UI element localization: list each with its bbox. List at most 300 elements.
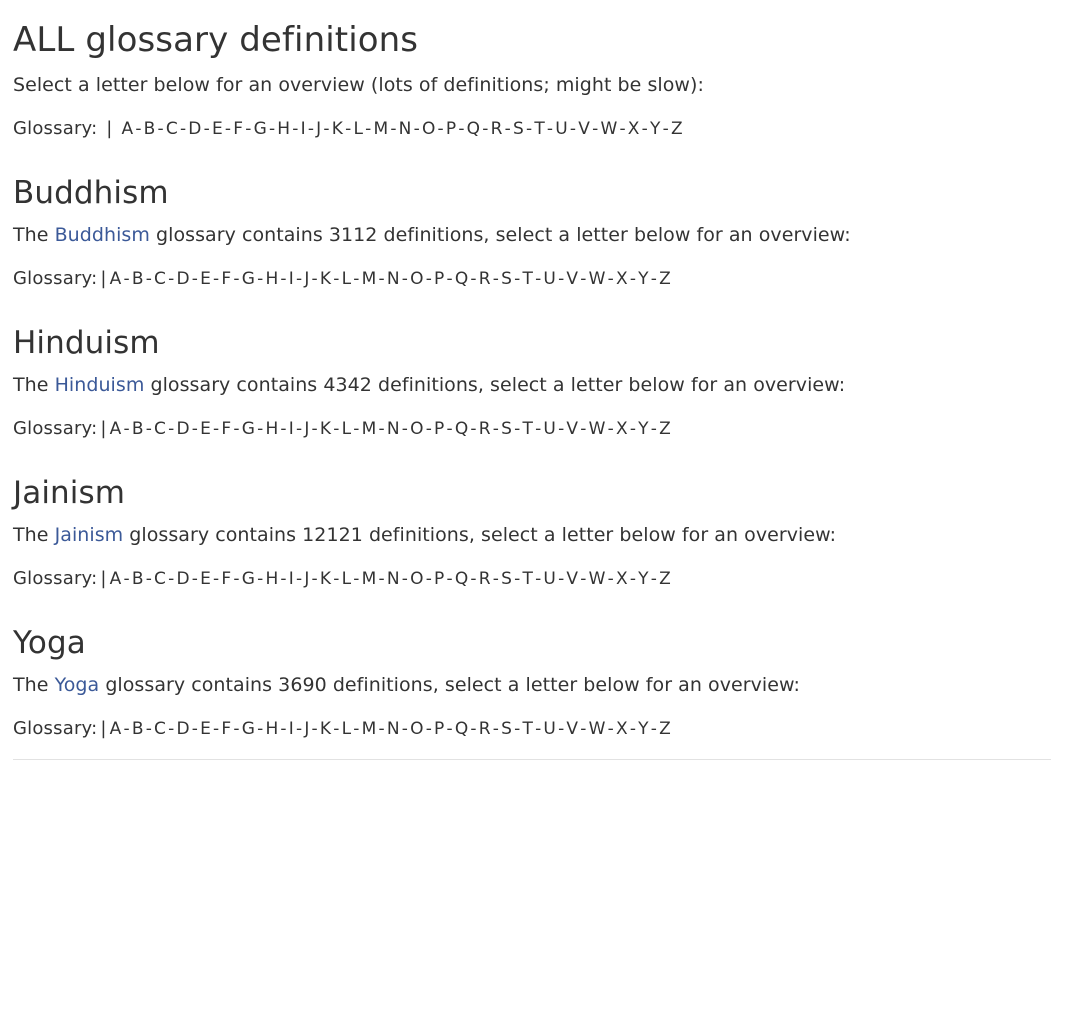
letter-dash: - <box>295 719 303 739</box>
section-description-suffix: glossary contains 3690 definitions, select a letter below for an overview: <box>105 674 800 696</box>
glossary-letter-link[interactable]: D <box>176 419 190 439</box>
glossary-letter-link[interactable]: G <box>241 269 256 289</box>
glossary-letter-link[interactable]: D <box>188 119 202 139</box>
glossary-letter-link[interactable]: R <box>478 719 491 739</box>
letter-dash: - <box>425 719 433 739</box>
glossary-letter-link[interactable]: F <box>221 269 232 289</box>
letter-dash: - <box>535 569 542 589</box>
glossary-letter-link[interactable]: D <box>176 269 190 289</box>
letter-dash: - <box>558 419 565 439</box>
glossary-letter-link[interactable]: F <box>221 719 232 739</box>
glossary-letter-link[interactable]: T <box>534 119 545 139</box>
glossary-letters[interactable] <box>110 269 671 289</box>
letter-dash: - <box>629 719 637 739</box>
letter-dash: - <box>333 719 340 739</box>
glossary-letter-link[interactable]: J <box>316 119 322 139</box>
glossary-letter-link[interactable]: L <box>341 419 352 439</box>
glossary-letter-link[interactable]: Z <box>670 119 683 139</box>
glossary-label: Glossary: <box>13 418 98 439</box>
glossary-letter-link[interactable]: Y <box>638 569 649 589</box>
glossary-letter-link[interactable]: K <box>319 719 332 739</box>
letter-dash: - <box>311 719 318 739</box>
letter-dash: - <box>257 419 264 439</box>
letter-dash: - <box>629 269 637 289</box>
letter-dash: - <box>213 419 220 439</box>
glossary-section <box>13 325 1051 439</box>
glossary-letter-link[interactable]: W <box>600 119 618 139</box>
glossary-letter-link[interactable]: A <box>109 419 122 439</box>
letter-dash: - <box>650 269 658 289</box>
glossary-letter-link[interactable]: Y <box>638 419 649 439</box>
glossary-letter-link[interactable]: P <box>434 719 445 739</box>
glossary-letter-link[interactable]: W <box>588 719 606 739</box>
letter-dash: - <box>145 569 153 589</box>
letter-dash: - <box>353 719 360 739</box>
glossary-label: Glossary: <box>13 568 98 589</box>
letter-dash: - <box>191 269 199 289</box>
letter-dash: - <box>378 269 385 289</box>
glossary-label: Glossary: <box>13 118 98 139</box>
glossary-letter-link[interactable]: E <box>200 569 212 589</box>
glossary-letter-link[interactable]: N <box>386 269 400 289</box>
letter-dash: - <box>168 719 175 739</box>
letter-dash: - <box>292 119 299 139</box>
section-description <box>13 374 1051 396</box>
letter-dash: - <box>280 569 287 589</box>
glossary-letter-link[interactable]: H <box>265 569 279 589</box>
section-description-prefix: The <box>13 524 49 546</box>
letter-dash: - <box>307 119 315 139</box>
letter-dash: - <box>157 119 164 139</box>
letter-dash: - <box>592 119 599 139</box>
letter-dash: - <box>514 269 521 289</box>
glossary-letter-link[interactable]: Q <box>454 419 469 439</box>
glossary-letter-link[interactable]: F <box>233 119 244 139</box>
glossary-letter-link[interactable]: V <box>566 719 579 739</box>
letter-dash: - <box>446 719 453 739</box>
letter-dash: - <box>413 119 420 139</box>
letter-dash: - <box>446 419 453 439</box>
letter-dash: - <box>650 719 658 739</box>
letter-dash: - <box>580 569 587 589</box>
letter-dash: - <box>245 119 252 139</box>
letter-dash: - <box>535 269 542 289</box>
letter-dash: - <box>333 569 340 589</box>
glossary-letter-link[interactable]: K <box>319 569 332 589</box>
glossary-letter-link[interactable]: A <box>109 569 122 589</box>
glossary-letter-link[interactable]: O <box>410 569 424 589</box>
letter-dash: - <box>401 269 409 289</box>
glossary-letter-link[interactable]: A <box>109 719 122 739</box>
glossary-letter-link[interactable]: F <box>221 569 232 589</box>
letter-dash: - <box>145 419 153 439</box>
glossary-section <box>13 625 1051 739</box>
letter-dash: - <box>470 269 477 289</box>
letter-dash: - <box>295 419 303 439</box>
section-description-prefix: The <box>13 374 49 396</box>
glossary-letter-link[interactable]: R <box>478 269 491 289</box>
letter-dash: - <box>607 719 614 739</box>
letter-dash: - <box>168 419 175 439</box>
letter-dash: - <box>607 419 614 439</box>
glossary-letter-link[interactable]: V <box>566 569 579 589</box>
glossary-letter-link[interactable]: D <box>176 719 190 739</box>
glossary-letter-link[interactable]: J <box>304 569 310 589</box>
letter-dash: - <box>558 719 565 739</box>
glossary-letter-link[interactable]: G <box>241 719 256 739</box>
glossary-letter-link[interactable]: X <box>615 719 628 739</box>
letter-dash: - <box>514 569 521 589</box>
glossary-letter-link[interactable]: L <box>341 719 352 739</box>
glossary-letter-link[interactable]: K <box>319 419 332 439</box>
letter-dash: - <box>514 419 521 439</box>
letter-dash: - <box>492 269 500 289</box>
letter-dash: - <box>203 119 210 139</box>
letter-dash: - <box>580 269 587 289</box>
letter-dash: - <box>378 719 385 739</box>
letter-dash: - <box>213 269 220 289</box>
letter-dash: - <box>257 569 264 589</box>
glossary-letter-link[interactable]: O <box>410 419 424 439</box>
letter-dash: - <box>295 269 303 289</box>
letter-dash: - <box>514 719 521 739</box>
letter-dash: - <box>233 719 240 739</box>
glossary-separator: | <box>100 418 107 439</box>
glossary-letter-link[interactable]: E <box>211 119 223 139</box>
glossary-letter-link[interactable]: N <box>386 719 400 739</box>
letter-dash: - <box>629 569 637 589</box>
glossary-separator: | <box>106 118 113 139</box>
letter-dash: - <box>446 569 453 589</box>
section-title: Buddhism <box>13 175 169 211</box>
glossary-letter-link[interactable]: I <box>288 269 294 289</box>
letter-dash: - <box>425 269 433 289</box>
letter-dash: - <box>333 419 340 439</box>
glossary-letter-link[interactable]: P <box>434 419 445 439</box>
letter-dash: - <box>353 269 360 289</box>
glossary-letter-link[interactable]: G <box>241 569 256 589</box>
glossary-letter-link[interactable]: J <box>304 419 310 439</box>
glossary-label: Glossary: <box>13 718 98 739</box>
glossary-letter-link[interactable]: U <box>543 569 557 589</box>
glossary-letter-link[interactable]: N <box>386 419 400 439</box>
letter-dash: - <box>446 269 453 289</box>
glossary-letter-link[interactable]: B <box>131 719 144 739</box>
glossary-letter-link[interactable]: Q <box>454 269 469 289</box>
glossary-letter-link[interactable]: Q <box>454 719 469 739</box>
letter-dash: - <box>345 119 352 139</box>
letter-dash: - <box>437 119 444 139</box>
letter-dash: - <box>353 419 360 439</box>
letter-dash: - <box>257 269 264 289</box>
glossary-letters[interactable] <box>110 569 671 589</box>
section-topic-link[interactable]: Hinduism <box>54 374 145 396</box>
glossary-letter-link[interactable]: Q <box>466 119 481 139</box>
glossary-letter-link[interactable]: Y <box>638 719 649 739</box>
glossary-letter-link[interactable]: P <box>434 569 445 589</box>
letter-dash: - <box>378 419 385 439</box>
letter-dash: - <box>311 569 318 589</box>
letter-dash: - <box>333 269 340 289</box>
glossary-letter-link[interactable]: F <box>221 419 232 439</box>
glossary-letter-link[interactable]: U <box>543 419 557 439</box>
letter-dash: - <box>123 719 130 739</box>
glossary-letter-link[interactable]: W <box>588 569 606 589</box>
letter-dash: - <box>619 119 626 139</box>
glossary-letter-link[interactable]: S <box>501 269 513 289</box>
letter-dash: - <box>607 569 614 589</box>
letter-dash: - <box>145 719 153 739</box>
glossary-letter-link[interactable]: P <box>434 269 445 289</box>
glossary-letter-link[interactable]: Z <box>659 719 671 739</box>
letter-dash: - <box>492 569 500 589</box>
glossary-separator: | <box>100 268 107 289</box>
glossary-letter-link[interactable]: X <box>615 269 628 289</box>
glossary-letter-link[interactable]: E <box>200 269 212 289</box>
letter-dash: - <box>168 269 175 289</box>
letter-dash: - <box>641 119 648 139</box>
section-description-prefix: The <box>13 674 49 696</box>
glossary-letter-link[interactable]: S <box>501 419 513 439</box>
letter-dash: - <box>268 119 276 139</box>
letter-dash: - <box>213 569 220 589</box>
glossary-letter-link[interactable]: H <box>277 119 291 139</box>
glossary-letter-link[interactable]: U <box>543 719 557 739</box>
letter-dash: - <box>629 419 637 439</box>
letter-dash: - <box>123 269 130 289</box>
glossary-letter-link[interactable]: C <box>165 119 178 139</box>
letter-dash: - <box>323 119 330 139</box>
letter-dash: - <box>224 119 232 139</box>
letter-dash: - <box>470 569 477 589</box>
letter-dash: - <box>353 569 360 589</box>
section-title: Jainism <box>13 475 126 511</box>
letter-dash: - <box>280 719 287 739</box>
letter-dash: - <box>482 119 489 139</box>
glossary-letter-link[interactable]: I <box>288 419 294 439</box>
glossary-letter-link[interactable]: Z <box>659 569 671 589</box>
glossary-letter-link[interactable]: K <box>331 119 344 139</box>
page-intro-text: Select a letter below for an overview (lots of definitions; might be slow): <box>13 74 704 96</box>
glossary-letter-link[interactable]: W <box>588 269 606 289</box>
glossary-letters[interactable] <box>110 419 671 439</box>
section-description-suffix: glossary contains 12121 definitions, select a letter below for an overview: <box>129 524 837 546</box>
glossary-letter-link[interactable]: K <box>319 269 332 289</box>
glossary-letter-link[interactable]: Z <box>659 269 671 289</box>
glossary-separator: | <box>100 718 107 739</box>
glossary-letter-link[interactable]: M <box>361 419 377 439</box>
section-description <box>13 224 1051 246</box>
letter-dash: - <box>535 719 542 739</box>
glossary-letter-link[interactable]: N <box>386 569 400 589</box>
letter-dash: - <box>213 719 220 739</box>
letter-dash: - <box>233 419 240 439</box>
glossary-letter-link[interactable]: M <box>361 569 377 589</box>
glossary-letters[interactable] <box>110 719 671 739</box>
letter-dash: - <box>280 419 287 439</box>
glossary-letter-link[interactable]: T <box>522 419 534 439</box>
letter-dash: - <box>558 569 565 589</box>
glossary-letter-link[interactable]: X <box>615 419 628 439</box>
glossary-letter-link[interactable]: J <box>304 269 310 289</box>
glossary-letter-link[interactable]: T <box>522 269 534 289</box>
letter-dash: - <box>311 419 318 439</box>
glossary-letter-link[interactable]: O <box>410 269 424 289</box>
letter-dash: - <box>168 569 175 589</box>
glossary-letter-link[interactable]: P <box>445 119 457 139</box>
letter-dash: - <box>191 419 199 439</box>
glossary-letter-link[interactable]: Z <box>659 419 671 439</box>
glossary-letter-link[interactable]: Y <box>638 269 649 289</box>
letter-dash: - <box>191 569 199 589</box>
letter-dash: - <box>390 119 397 139</box>
glossary-letter-link[interactable]: H <box>265 419 279 439</box>
glossary-letter-link[interactable]: S <box>512 119 524 139</box>
letter-dash: - <box>504 119 511 139</box>
letter-dash: - <box>145 269 153 289</box>
glossary-letter-link[interactable]: L <box>341 269 352 289</box>
glossary-separator: | <box>100 568 107 589</box>
glossary-letter-link[interactable]: S <box>501 719 513 739</box>
glossary-letter-link[interactable]: M <box>361 719 377 739</box>
letter-dash: - <box>233 269 240 289</box>
letter-dash: - <box>425 569 433 589</box>
bottom-divider <box>13 759 1051 760</box>
glossary-letter-link[interactable]: T <box>522 569 534 589</box>
section-description-suffix: glossary contains 3112 definitions, select a letter below for an overview: <box>156 224 851 246</box>
glossary-letter-link[interactable]: Q <box>454 569 469 589</box>
letter-dash: - <box>607 269 614 289</box>
letter-dash: - <box>492 419 500 439</box>
glossary-letter-link[interactable]: J <box>304 719 310 739</box>
section-title: Yoga <box>13 625 86 661</box>
section-description-prefix: The <box>13 224 49 246</box>
letter-dash: - <box>365 119 372 139</box>
letter-dash: - <box>470 419 477 439</box>
glossary-letter-link[interactable]: U <box>543 269 557 289</box>
glossary-letter-link[interactable]: U <box>555 119 568 139</box>
glossary-letter-nav <box>13 268 1051 289</box>
glossary-letter-link[interactable]: O <box>410 719 424 739</box>
section-topic-link[interactable]: Jainism <box>54 524 124 546</box>
glossary-letter-link[interactable]: B <box>131 569 144 589</box>
glossary-label: Glossary: <box>13 268 98 289</box>
section-topic-link[interactable]: Buddhism <box>54 224 150 246</box>
glossary-letter-link[interactable]: O <box>421 119 436 139</box>
letter-dash: - <box>123 569 130 589</box>
glossary-section <box>13 175 1051 289</box>
letter-dash: - <box>580 419 587 439</box>
glossary-letter-link[interactable]: C <box>154 419 167 439</box>
glossary-letter-link[interactable]: A <box>109 269 122 289</box>
page-title: ALL glossary definitions <box>13 20 419 60</box>
section-title: Hinduism <box>13 325 160 361</box>
letter-dash: - <box>401 419 409 439</box>
glossary-letter-link[interactable]: I <box>288 719 294 739</box>
glossary-letter-nav-all <box>13 118 1051 139</box>
glossary-letter-link[interactable]: N <box>398 119 412 139</box>
glossary-letter-link[interactable]: B <box>131 269 144 289</box>
glossary-letter-link[interactable]: I <box>300 119 306 139</box>
glossary-letter-link[interactable]: W <box>588 419 606 439</box>
glossary-letter-link[interactable]: T <box>522 719 534 739</box>
glossary-letter-link[interactable]: R <box>490 119 503 139</box>
glossary-letter-link[interactable]: M <box>361 269 377 289</box>
glossary-letter-nav <box>13 718 1051 739</box>
letter-dash: - <box>191 719 199 739</box>
letter-dash: - <box>650 569 658 589</box>
letter-dash: - <box>311 269 318 289</box>
letter-dash: - <box>492 719 500 739</box>
glossary-letter-link[interactable]: G <box>253 119 267 139</box>
letter-dash: - <box>425 419 433 439</box>
glossary-letter-link[interactable]: R <box>478 569 491 589</box>
letter-dash: - <box>295 569 303 589</box>
letter-dash: - <box>569 119 577 139</box>
glossary-letter-link[interactable]: M <box>373 119 389 139</box>
letter-dash: - <box>546 119 554 139</box>
glossary-letter-nav <box>13 418 1051 439</box>
glossary-letter-link[interactable]: B <box>131 419 144 439</box>
letter-dash: - <box>525 119 533 139</box>
letter-dash: - <box>280 269 287 289</box>
glossary-letters[interactable] <box>121 119 682 139</box>
glossary-letter-link[interactable]: L <box>341 569 352 589</box>
glossary-letter-link[interactable]: V <box>566 419 579 439</box>
glossary-letter-nav <box>13 568 1051 589</box>
glossary-letter-link[interactable]: I <box>288 569 294 589</box>
section-topic-link[interactable]: Yoga <box>54 674 100 696</box>
glossary-letter-link[interactable]: R <box>478 419 491 439</box>
glossary-letter-link[interactable]: H <box>265 269 279 289</box>
section-description <box>13 524 1051 546</box>
glossary-letter-link[interactable]: C <box>154 269 167 289</box>
letter-dash: - <box>123 419 130 439</box>
letter-dash: - <box>470 719 477 739</box>
glossary-sections <box>13 175 1051 739</box>
glossary-letter-link[interactable]: X <box>627 119 640 139</box>
letter-dash: - <box>233 569 240 589</box>
letter-dash: - <box>458 119 465 139</box>
letter-dash: - <box>535 419 542 439</box>
letter-dash: - <box>662 119 669 139</box>
section-description-suffix: glossary contains 4342 definitions, select a letter below for an overview: <box>150 374 846 396</box>
glossary-letter-link[interactable]: L <box>353 119 364 139</box>
glossary-letter-link[interactable]: E <box>200 419 212 439</box>
letter-dash: - <box>135 119 142 139</box>
glossary-letter-link[interactable]: E <box>200 719 212 739</box>
glossary-letter-link[interactable]: A <box>121 119 134 139</box>
letter-dash: - <box>179 119 187 139</box>
glossary-section <box>13 475 1051 589</box>
glossary-letter-link[interactable]: S <box>501 569 513 589</box>
glossary-letter-link[interactable]: X <box>615 569 628 589</box>
glossary-letter-link[interactable]: B <box>143 119 156 139</box>
glossary-letter-link[interactable]: C <box>154 569 167 589</box>
glossary-letter-link[interactable]: D <box>176 569 190 589</box>
glossary-letter-link[interactable]: V <box>566 269 579 289</box>
letter-dash: - <box>558 269 565 289</box>
glossary-letter-link[interactable]: V <box>578 119 591 139</box>
letter-dash: - <box>580 719 587 739</box>
glossary-letter-link[interactable]: Y <box>650 119 661 139</box>
letter-dash: - <box>257 719 264 739</box>
letter-dash: - <box>401 569 409 589</box>
glossary-letter-link[interactable]: H <box>265 719 279 739</box>
letter-dash: - <box>401 719 409 739</box>
glossary-letter-link[interactable]: G <box>241 419 256 439</box>
glossary-letter-link[interactable]: C <box>154 719 167 739</box>
